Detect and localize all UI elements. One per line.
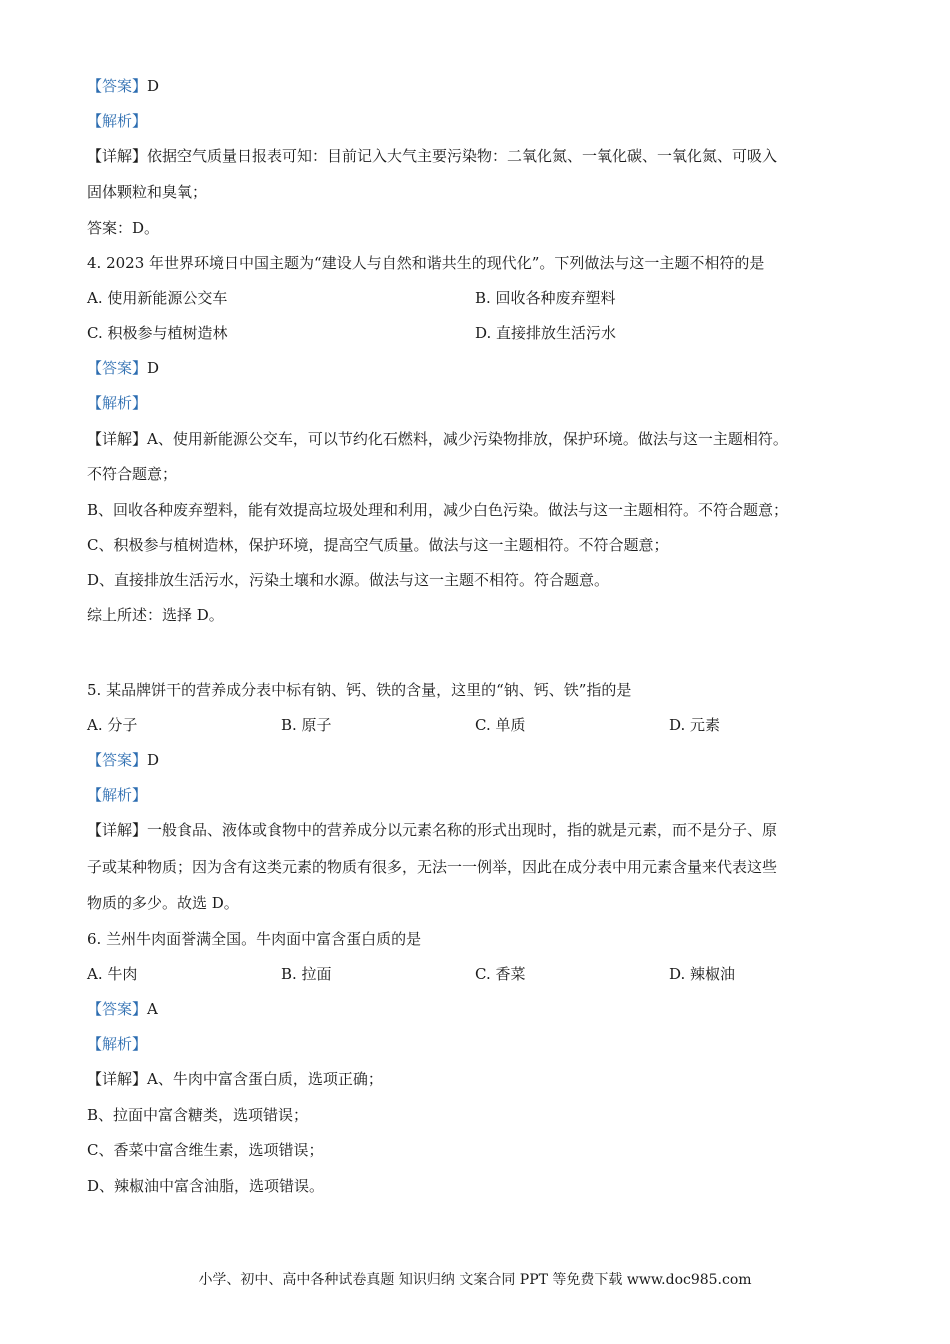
answer-label: 【答案】 (87, 1000, 148, 1018)
page-footer: 小学、初中、高中各种试卷真题 知识归纳 文案合同 PPT 等免费下载 www.doc985.com (198, 1272, 752, 1288)
detail-label: 【详解】 (87, 430, 148, 448)
q4-option-d: D. 直接排放生活污水 (475, 324, 617, 342)
detail-text: 一般食品、液体或食物中的营养成分以元素名称的形式出现时，指的就是元素，而不是分子、原 (147, 821, 778, 839)
q6-line-b: B、拉面中富含糖类，选项错误； (87, 1106, 309, 1124)
q5-analysis-label: 【解析】 (87, 786, 148, 804)
q5-option-c: C. 单质 (475, 716, 526, 734)
question-4-stem: 4. 2023 年世界环境日中国主题为“建设人与自然和谐共生的现代化”。下列做法与这一主题不相符的是 (87, 254, 765, 272)
answer-value: D (147, 77, 160, 95)
q5-option-a: A. 分子 (87, 716, 138, 734)
detail-label: 【详解】 (87, 1070, 148, 1088)
q4-option-b: B. 回收各种废弃塑料 (475, 289, 616, 307)
q4-option-c: C. 积极参与植树造林 (87, 324, 228, 342)
q4-line-b: B、回收各种废弃塑料，能有效提高垃圾处理和利用，减少白色污染。做法与这一主题相符。不符合题意； (87, 501, 789, 519)
q4-summary: 综上所述：选择 D。 (87, 606, 224, 624)
question-5-stem: 5. 某品牌饼干的营养成分表中标有钠、钙、铁的含量，这里的“钠、钙、铁”指的是 (87, 681, 632, 699)
detail-text: 依据空气质量日报表可知：目前记入大气主要污染物：二氧化氮、一氧化碳、一氧化氮、可吸入 (147, 147, 778, 165)
q5-answer-line (87, 750, 159, 770)
q6-detail-line (87, 1069, 383, 1089)
detail-line (87, 146, 777, 166)
q4-line-c: C、积极参与植树造林，保护环境，提高空气质量。做法与这一主题相符。不符合题意； (87, 536, 669, 554)
answer-label: 【答案】 (87, 751, 148, 769)
q4-answer-line (87, 358, 159, 378)
detail-label: 【详解】 (87, 147, 148, 165)
analysis-label: 【解析】 (87, 112, 148, 130)
answer-value: D (147, 359, 160, 377)
q4-option-a: A. 使用新能源公交车 (87, 289, 228, 307)
detail-text: A、牛肉中富含蛋白质，选项正确； (147, 1070, 383, 1088)
q5-option-b: B. 原子 (281, 716, 332, 734)
q5-detail-cont-1: 子或某种物质；因为含有这类元素的物质有很多，无法一一例举，因此在成分表中用元素含量来代表这些 (87, 858, 778, 876)
final-answer: 答案：D。 (87, 219, 160, 237)
q6-line-d: D、辣椒油中富含油脂，选项错误。 (87, 1177, 325, 1195)
answer-label: 【答案】 (87, 359, 148, 377)
answer-line (87, 76, 159, 96)
answer-value: A (147, 1000, 158, 1018)
q5-detail-line (87, 820, 777, 840)
q6-option-c: C. 香菜 (475, 965, 526, 983)
answer-value: D (147, 751, 160, 769)
q6-answer-line (87, 999, 158, 1019)
q6-option-b: B. 拉面 (281, 965, 332, 983)
question-6-stem: 6. 兰州牛肉面誉满全国。牛肉面中富含蛋白质的是 (87, 930, 422, 948)
q5-detail-cont-2: 物质的多少。故选 D。 (87, 894, 239, 912)
q5-option-d: D. 元素 (669, 716, 721, 734)
detail-label: 【详解】 (87, 821, 148, 839)
q4-detail-cont: 不符合题意； (87, 465, 178, 483)
q4-analysis-label: 【解析】 (87, 394, 148, 412)
q4-line-d: D、直接排放生活污水，污染土壤和水源。做法与这一主题不相符。符合题意。 (87, 571, 610, 589)
detail-text-cont: 固体颗粒和臭氧； (87, 183, 208, 201)
q6-line-c: C、香菜中富含维生素，选项错误； (87, 1141, 324, 1159)
q4-detail-line (87, 429, 788, 449)
detail-text: A、使用新能源公交车，可以节约化石燃料，减少污染物排放，保护环境。做法与这一主题相符。 (147, 430, 788, 448)
answer-label: 【答案】 (87, 77, 148, 95)
q6-option-a: A. 牛肉 (87, 965, 138, 983)
q6-analysis-label: 【解析】 (87, 1035, 148, 1053)
q6-option-d: D. 辣椒油 (669, 965, 736, 983)
